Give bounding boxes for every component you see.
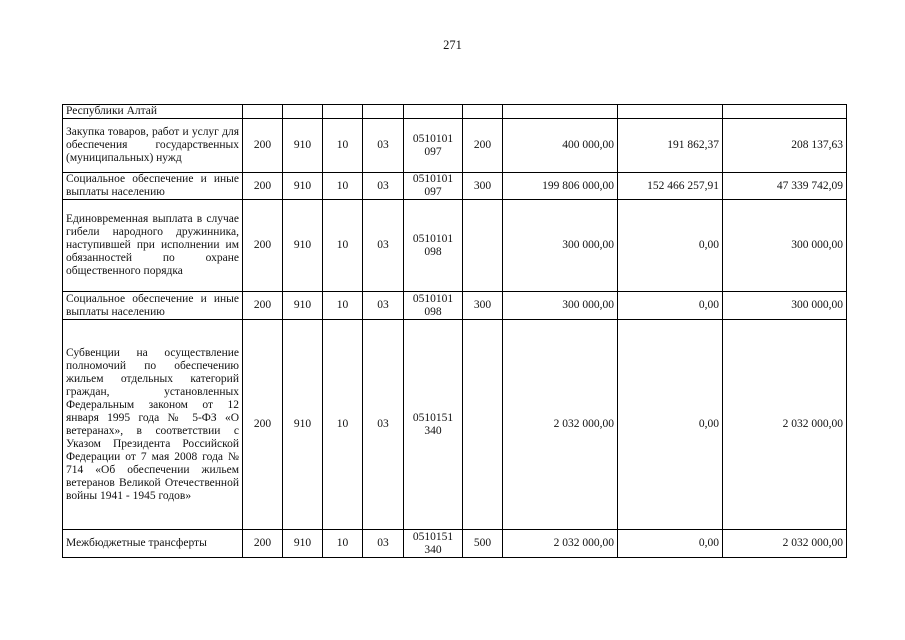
row-description: Социальное обеспечение и иные выплаты населению [63,173,243,200]
row-target: 0510101 098 [404,200,463,292]
table-row [63,320,847,530]
table-row [63,173,847,200]
row-done: 0,00 [618,320,723,530]
row-rest: 47 339 742,09 [723,173,847,200]
row-target: 0510151 340 [404,320,463,530]
row-plan: 2 032 000,00 [503,530,618,558]
row-code: 03 [363,200,404,292]
table-row [63,105,847,119]
row-kind [463,320,503,530]
row-plan: 300 000,00 [503,292,618,320]
row-kind [463,200,503,292]
row-subsection: 10 [323,173,363,200]
row-chapter [243,105,283,119]
row-section: 910 [283,320,323,530]
row-kind: 200 [463,119,503,173]
row-chapter: 200 [243,320,283,530]
row-section: 910 [283,119,323,173]
row-rest: 2 032 000,00 [723,320,847,530]
row-done: 152 466 257,91 [618,173,723,200]
budget-table [62,104,847,558]
row-rest [723,105,847,119]
row-chapter: 200 [243,173,283,200]
row-description: Межбюджетные трансферты [63,530,243,558]
row-target: 0510101 097 [404,173,463,200]
row-plan [503,105,618,119]
row-description: Единовременная выплата в случае гибели народного дружинника, наступившей при исполнении им обязанностей по охране общественного порядка [63,200,243,292]
row-kind: 300 [463,173,503,200]
row-rest: 300 000,00 [723,200,847,292]
row-description: Социальное обеспечение и иные выплаты населению [63,292,243,320]
row-rest: 208 137,63 [723,119,847,173]
row-description: Закупка товаров, работ и услуг для обеспечения государственных (муниципальных) нужд [63,119,243,173]
row-target: 0510151 340 [404,530,463,558]
row-section [283,105,323,119]
row-subsection: 10 [323,292,363,320]
row-chapter: 200 [243,530,283,558]
row-code: 03 [363,292,404,320]
row-plan: 2 032 000,00 [503,320,618,530]
row-done: 0,00 [618,292,723,320]
row-section: 910 [283,530,323,558]
row-section: 910 [283,173,323,200]
table-row [63,119,847,173]
row-code: 03 [363,173,404,200]
table-row [63,530,847,558]
row-kind [463,105,503,119]
row-description: Республики Алтай [63,105,243,119]
row-target: 0510101 098 [404,292,463,320]
row-subsection: 10 [323,320,363,530]
row-plan: 400 000,00 [503,119,618,173]
row-subsection: 10 [323,119,363,173]
row-chapter: 200 [243,292,283,320]
row-target [404,105,463,119]
row-rest: 2 032 000,00 [723,530,847,558]
row-plan: 199 806 000,00 [503,173,618,200]
page-number: 271 [443,38,462,52]
row-rest: 300 000,00 [723,292,847,320]
row-subsection: 10 [323,530,363,558]
row-plan: 300 000,00 [503,200,618,292]
row-kind: 300 [463,292,503,320]
row-subsection: 10 [323,200,363,292]
row-target: 0510101 097 [404,119,463,173]
row-chapter: 200 [243,119,283,173]
row-code: 03 [363,119,404,173]
row-done: 0,00 [618,530,723,558]
row-section: 910 [283,292,323,320]
row-description: Субвенции на осуществление полномочий по обеспечению жильем отдельных категорий граждан, установленных Федеральным законом от 12 января 1995 года № 5-ФЗ «О ветеранах», в соответствии с Указом Президента Российской Федерации от 7 мая 2008 года № 714 «Об обеспечении жильем ветеранов Великой Отечественной войны 1941 - 1945 годов» [63,320,243,530]
row-code [363,105,404,119]
row-done [618,105,723,119]
row-done: 191 862,37 [618,119,723,173]
row-section: 910 [283,200,323,292]
row-code: 03 [363,530,404,558]
table-row [63,200,847,292]
row-done: 0,00 [618,200,723,292]
row-code: 03 [363,320,404,530]
row-kind: 500 [463,530,503,558]
row-subsection [323,105,363,119]
table-row [63,292,847,320]
row-chapter: 200 [243,200,283,292]
